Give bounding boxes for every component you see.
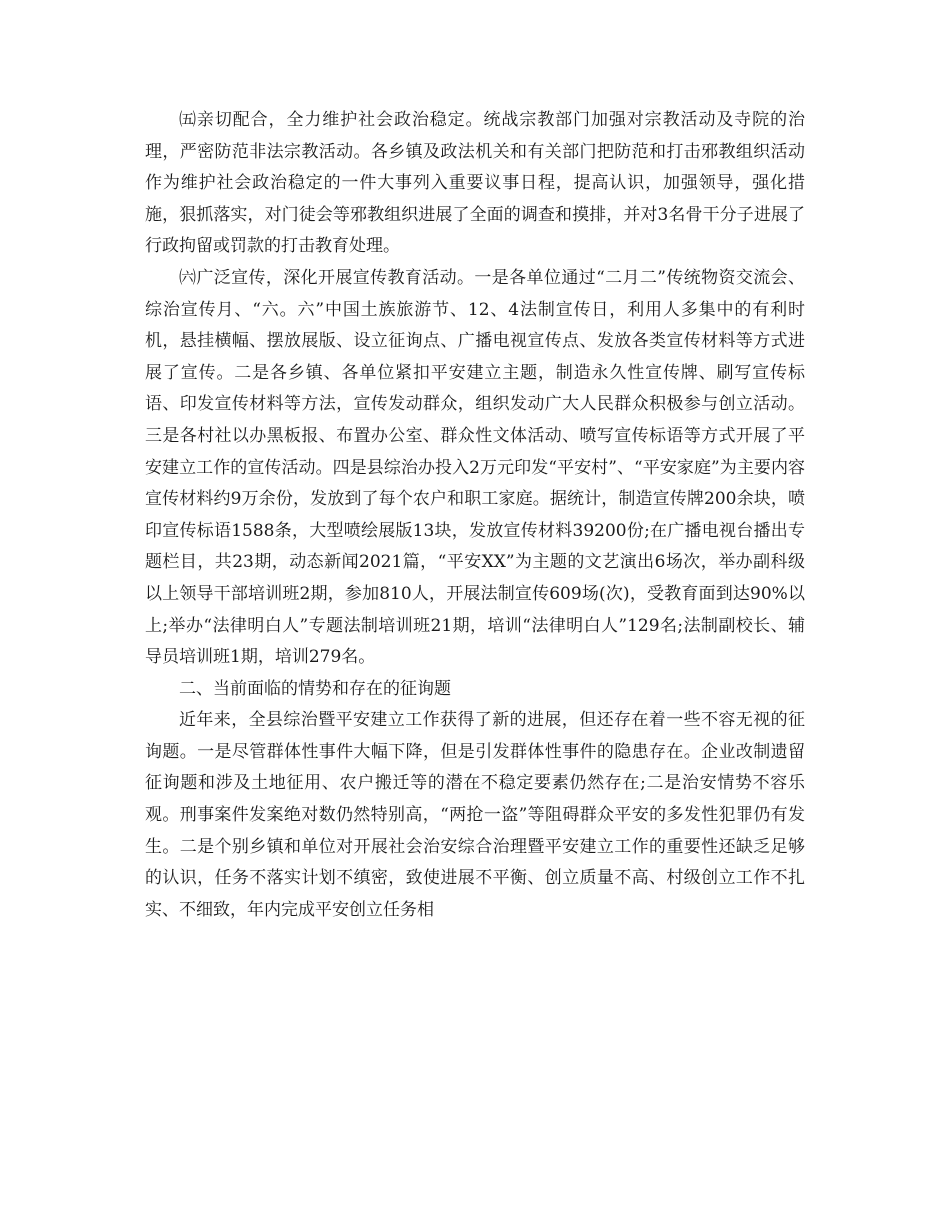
document-page — [145, 105, 805, 926]
section-heading: 二、当前面临的情势和存在的征询题 — [179, 678, 451, 699]
paragraph-publicity-education: ㈥广泛宣传，深化开展宣传教育活动。一是各单位通过“二月二”传统物资交流会、综治宣传月、“六。六”中国土族旅游节、12、4法制宣传日，利用人多集中的有利时机，悬挂横幅、摆放展版、设立征询点、广播电视宣传点、发放各类宣传材料等方式进展了宣传。二是各乡镇、各单位紧扣平安建立主题，制造永久性宣传牌、刷写宣传标语、印发宣传材料等方法，宣传发动群众，组织发动广大人民群众积极参与创立活动。三是各村社以办黑板报、布置办公室、群众性文体活动、喷写宣传标语等方式开展了平安建立工作的宣传活动。四是县综治办投入2万元印发“平安村”、“平安家庭”为主要内容宣传材料约9万余份，发放到了每个农户和职工家庭。据统计，制造宣传牌200余块，喷印宣传标语1588条，大型喷绘展版13块，发放宣传材料39200份;在广播电视台播出专题栏目，共23期，动态新闻2021篇，“平安XX”为主题的文艺演出6场次，举办副科级以上领导干部培训班2期，参加810人，开展法制宣传609场(次)，受教育面到达90%以上;举办“法律明白人”专题法制培训班21期，培训“法律明白人”129名;法制副校长、辅导员培训班1期，培训279名。 — [145, 267, 806, 668]
paragraph-religious-stability: ㈤亲切配合，全力维护社会政治稳定。统战宗教部门加强对宗教活动及寺院的治理，严密防范非法宗教活动。各乡镇及政法机关和有关部门把防范和打击邪教组织活动作为维护社会政治稳定的一件大事列入重要议事日程，提高认识，加强领导，强化措施，狠抓落实，对门徒会等邪教组织进展了全面的调查和摸排，并对3名骨干分子进展了行政拘留或罚款的打击教育处理。 — [145, 110, 805, 257]
paragraph-current-issues: 近年来，全县综治暨平安建立工作获得了新的进展，但还存在着一些不容无视的征询题。一是尽管群体性事件大幅下降，但是引发群体性事件的隐患存在。企业改制遗留征询题和涉及土地征用、农户搬迁等的潜在不稳定要素仍然存在;二是治安情势不容乐观。刑事案件发案绝对数仍然特别高，“两抢一盗”等阻碍群众平安的多发性犯罪仍有发生。二是个别乡镇和单位对开展社会治安综合治理暨平安建立工作的重要性还缺乏足够的认识，任务不落实计划不缜密，致使进展不平衡、创立质量不高、村级创立工作不扎实、不细致，年内完成平安创立任务相 — [145, 710, 805, 920]
